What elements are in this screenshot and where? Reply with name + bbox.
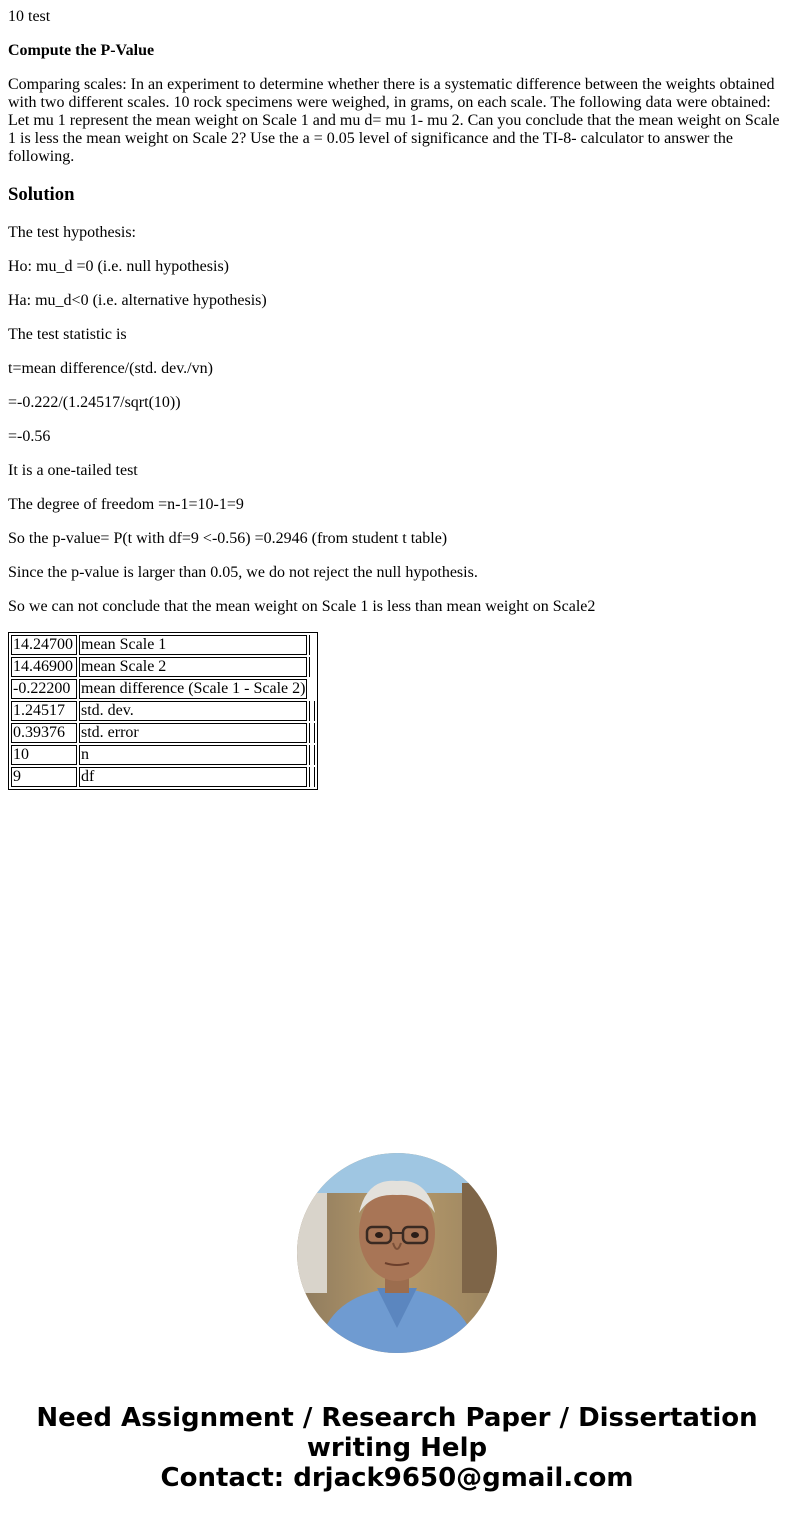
table-cell-value: 14.46900: [11, 657, 77, 677]
table-cell-label: df: [79, 767, 307, 787]
solution-line: It is a one-tailed test: [8, 462, 138, 479]
footer-banner: [0, 1403, 794, 1493]
solution-line: The test statistic is: [8, 326, 127, 343]
author-avatar: [297, 1153, 497, 1353]
footer-contact: Contact: drjack9650@gmail.com: [160, 1463, 634, 1493]
solution-line: The degree of freedom =n-1=10-1=9: [8, 496, 244, 513]
table-cell-label: std. dev.: [79, 701, 307, 721]
table-row: [11, 679, 315, 699]
table-cell-label: std. error: [79, 723, 307, 743]
solution-line: The test hypothesis:: [8, 224, 136, 241]
table-cell-empty: [309, 679, 315, 699]
table-row: [11, 635, 315, 655]
problem-text: Comparing scales: In an experiment to determine whether there is a systematic difference between the weights obtained with two different scales. 10 rock specimens were weighed, in grams, on each scale. The following data were obtained: Let mu 1 represent the mean weight on Scale 1 and mu d= mu 1- mu 2. Can you conclude that the mean weight on Scale 1 is less the mean weight on Scale 2? Use the a = 0.05 level of significance and the TI-8- calculator to answer the following.: [8, 76, 780, 165]
document-body: [8, 8, 786, 790]
table-cell-value: 9: [11, 767, 77, 787]
table-cell-label: mean Scale 1: [79, 635, 307, 655]
table-cell-empty: [309, 745, 315, 765]
table-cell-value: 0.39376: [11, 723, 77, 743]
solution-line: Ho: mu_d =0 (i.e. null hypothesis): [8, 258, 230, 275]
solution-line: Ha: mu_d<0 (i.e. alternative hypothesis): [8, 292, 267, 309]
footer-line: writing Help: [306, 1433, 488, 1463]
solution-line: =-0.56: [8, 428, 51, 445]
table-cell-value: 1.24517: [11, 701, 77, 721]
table-cell-label: mean difference (Scale 1 - Scale 2): [81, 680, 306, 697]
author-portrait-image: [297, 1153, 497, 1353]
table-row: [11, 745, 315, 765]
table-row: [11, 767, 315, 787]
table-cell-label: mean Scale 2: [79, 657, 307, 677]
table-cell-empty: [309, 723, 315, 743]
table-cell-value: 10: [11, 745, 77, 765]
solution-line: =-0.222/(1.24517/sqrt(10)): [8, 394, 181, 411]
table-row: [11, 701, 315, 721]
statistics-table: [8, 632, 318, 790]
solution-line: Since the p-value is larger than 0.05, we do not reject the null hypothesis.: [8, 564, 478, 581]
table-cell-value: 14.24700: [11, 635, 77, 655]
table-cell-value: -0.22200: [11, 679, 77, 699]
solution-line: So we can not conclude that the mean weight on Scale 1 is less than mean weight on Scale2: [8, 598, 596, 615]
solution-line: So the p-value= P(t with df=9 <-0.56) =0.2946 (from student t table): [8, 530, 448, 547]
table-cell-empty: [309, 635, 315, 655]
solution-line: t=mean difference/(std. dev./vn): [8, 360, 213, 377]
table-cell-label: n: [79, 745, 307, 765]
document-title: 10 test: [8, 8, 51, 25]
problem-heading: Compute the P-Value: [8, 42, 155, 59]
table-cell-empty: [309, 657, 315, 677]
table-row: [11, 657, 315, 677]
table-cell-empty: [309, 701, 315, 721]
table-row: [11, 723, 315, 743]
footer-line: Need Assignment / Research Paper / Dissertation: [36, 1403, 758, 1433]
table-cell-empty: [309, 767, 315, 787]
solution-heading: Solution: [8, 184, 75, 205]
